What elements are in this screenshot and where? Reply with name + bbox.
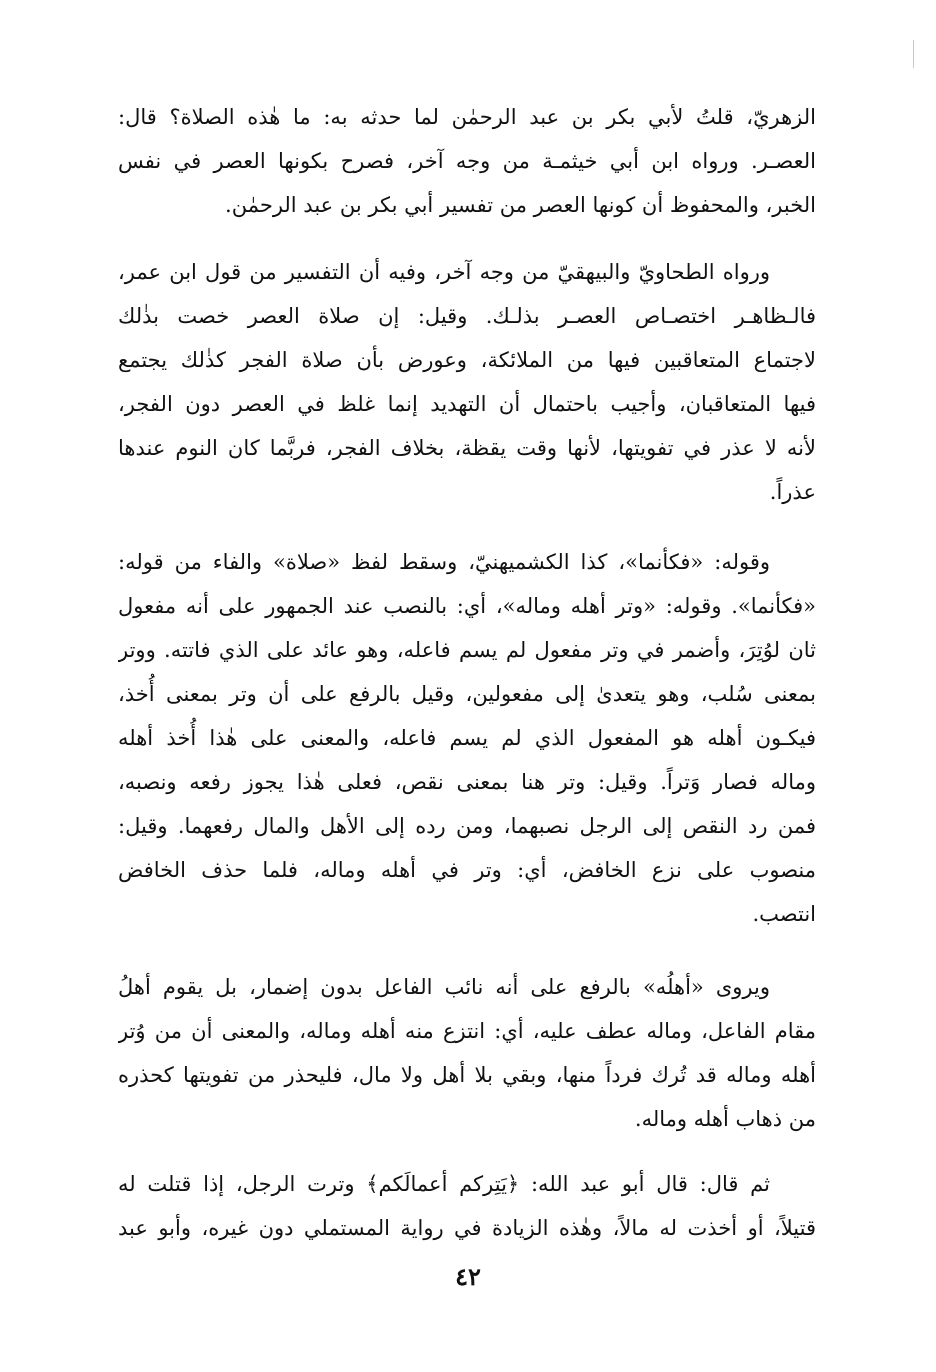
paragraph-line: بمعنى سُلب، وهو يتعدىٰ إلى مفعولين، وقيل بالرفع على أن وتر بمعنى أُخذ، (118, 682, 816, 706)
paragraph-line: لأنه لا عذر في تفويتها، لأنها وقت يقظة، بخلاف الفجر، فربَّما كان النوم عندها (118, 436, 816, 460)
paragraph-line: فيكـون أهله هو المفعول الذي لم يسم فاعله، والمعنى على هٰذا أُخذ أهله (118, 726, 816, 750)
paragraph-line: الزهريّ، قلتُ لأبي بكر بن عبد الرحمٰن لما حدثه به: ما هٰذه الصلاة؟ قال: (118, 105, 816, 129)
paragraph-2 (118, 250, 816, 514)
paragraph-line: قتيلاً، أو أخذت له مالاً، وهٰذه الزيادة في رواية المستملي دون غيره، وأبو عبد (118, 1216, 816, 1240)
paragraph-5 (118, 1162, 816, 1250)
paragraph-line: مقام الفاعل، وماله عطف عليه، أي: انتزع منه أهله وماله، والمعنى أن من وُتر (118, 1019, 816, 1043)
paragraph-line: عذراً. (769, 480, 816, 504)
paragraph-4 (118, 965, 816, 1141)
paragraph-line: فالـظاهـر اختصـاص العصـر بذلـك. وقيل: إن صلاة العصر خصت بذٰلك (118, 304, 816, 328)
paragraph-line: فمن رد النقص إلى الرجل نصبهما، ومن رده إلى الأهل والمال رفعهما. وقيل: (118, 814, 816, 838)
paragraph-line: من ذهاب أهله وماله. (634, 1107, 816, 1131)
paragraph-line: ويروى «أهلُه» بالرفع على أنه نائب الفاعل بدون إضمار، بل يقوم أهلُ (118, 975, 771, 999)
paragraph-1 (118, 95, 816, 227)
paragraph-line: الخبر، والمحفوظ أن كونها العصر من تفسير أبي بكر بن عبد الرحمٰن. (225, 193, 816, 217)
paragraph-line: أهله وماله قد تُرك فرداً منها، وبقي بلا أهل ولا مال، فليحذر من تفويتها كحذره (118, 1063, 816, 1087)
paragraph-line: وماله فصار وَتراً. وقيل: وتر هنا بمعنى نقص، فعلى هٰذا يجوز رفعه ونصبه، (118, 770, 816, 794)
page-number: ٤٢ (455, 1262, 481, 1291)
paragraph-line: فيها المتعاقبان، وأجيب باحتمال أن التهديد إنما غلظ في العصر دون الفجر، (118, 392, 816, 416)
paragraph-line: لاجتماع المتعاقبين فيها من الملائكة، وعورض بأن صلاة الفجر كذٰلك يجتمع (118, 348, 816, 372)
paragraph-line: ورواه الطحاويّ والبيهقيّ من وجه آخر، وفيه أن التفسير من قول ابن عمر، (118, 260, 770, 284)
paragraph-line: وقوله: «فكأنما»، كذا الكشميهنيّ، وسقط لفظ «صلاة» والفاء من قوله: (118, 550, 770, 574)
paragraph-line: منصوب على نزع الخافض، أي: وتر في أهله وماله، فلما حذف الخافض (118, 858, 816, 882)
paragraph-line: انتصب. (752, 902, 816, 926)
page-edge-mark (913, 40, 914, 68)
paragraph-line: «فكأنما». وقوله: «وتر أهله وماله»، أي: بالنصب عند الجمهور على أنه مفعول (118, 594, 816, 618)
paragraph-line: ثان لوُتِرَ، وأضمر في وتر مفعول لم يسم فاعله، وهو عائد على الذي فاتته. ووتر (118, 638, 816, 662)
paragraph-line: ثم قال: قال أبو عبد الله: ﴿يَتِركم أعمالَكم﴾ وترت الرجل، إذا قتلت له (118, 1172, 770, 1196)
paragraph-line: العصـر. ورواه ابن أبي خيثمـة من وجه آخر، فصرح بكونها العصر في نفس (118, 149, 816, 173)
paragraph-3 (118, 540, 816, 936)
